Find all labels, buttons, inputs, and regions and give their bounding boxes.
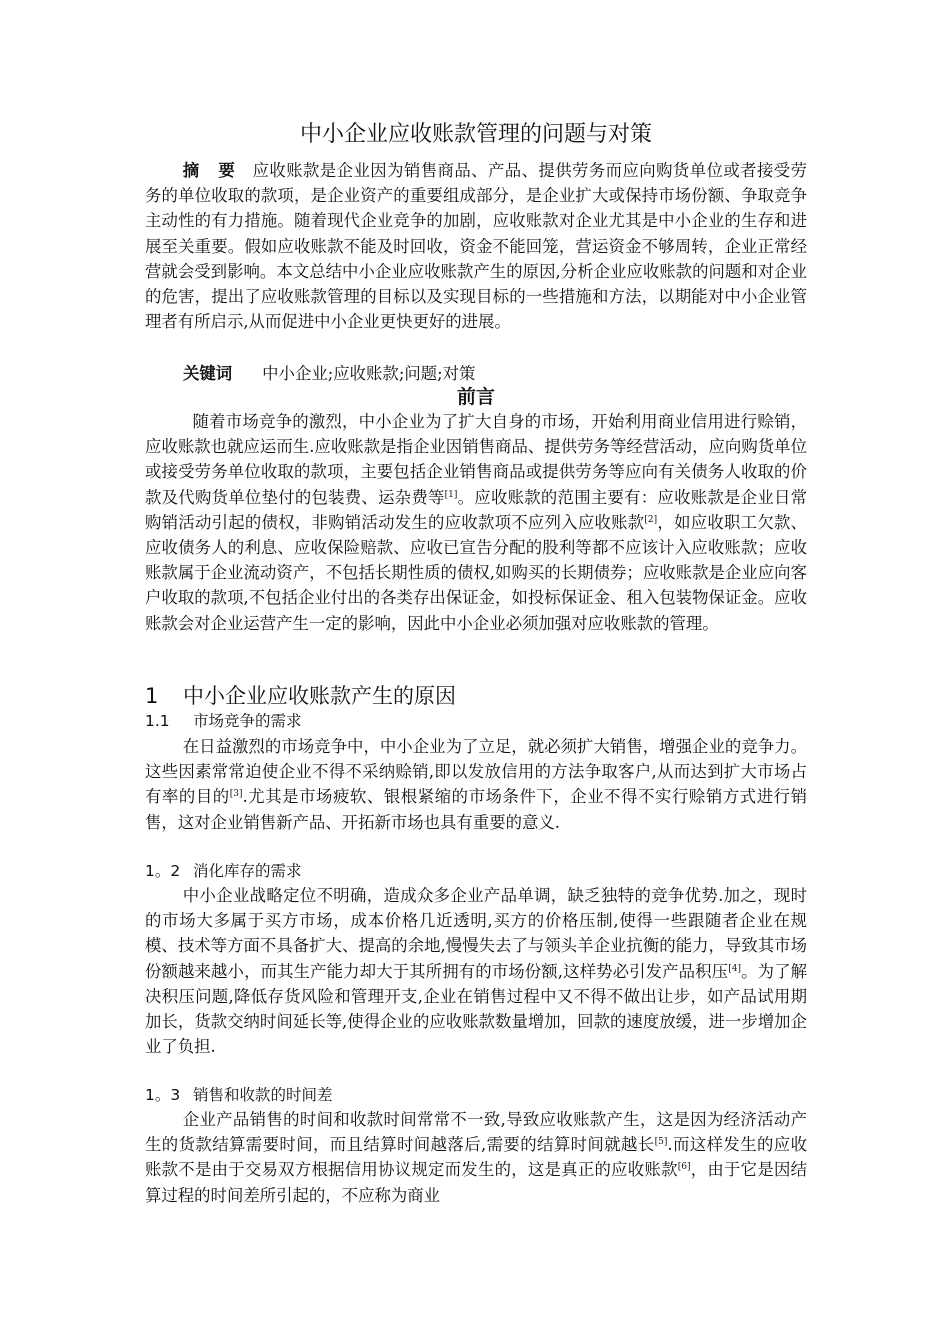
abstract-paragraph <box>145 158 807 334</box>
section-1-2-block <box>145 883 807 1059</box>
abstract-text: 应收账款是企业因为销售商品、产品、提供劳务而应向购货单位或者接受劳务的单位收取的款项，是企业资产的重要组成部分，是企业扩大或保持市场份额、争取竞争主动性的有力措施。随着现代企业竞争的加剧，应收账款对企业尤其是中小企业的生存和进展至关重要。假如应收账款不能及时回收，资金不能回笼，营运资金不够周转，企业正常经营就会受到影响。本文总结中小企业应收账款产生的原因,分析企业应收账款的问题和对企业的危害，提出了应收账款管理的目标以及实现目标的一些措施和方法，以期能对中小企业管理者有所启示,从而促进中小企业更快更好的进展。 <box>145 161 808 332</box>
keywords-row <box>183 362 475 386</box>
preface-text-3: ，如应收职工欠款、应收债务人的利息、应收保险赔款、应收已宣告分配的股利等都不应该计入应收账款；应收账款属于企业流动资产，不包括长期性质的债权,如购买的长期债券；应收账款是企业应向客户收取的款项,不包括企业付出的各类存出保证金，如投标保证金、租入包装物保证金。应收账款会对企业运营产生一定的影响，因此中小企业必须加强对应收账款的管理。 <box>145 512 807 633</box>
section-1-2-heading <box>145 860 302 882</box>
section-1-3-text-2: .而这样发生的应收账款不是由于交易双方根据信用协议规定而发生的，这是真正的应收账款 <box>145 1135 807 1180</box>
section-1-title: 中小企业应收账款产生的原因 <box>183 684 456 708</box>
section-1-1-number: 1.1 <box>145 712 170 730</box>
section-1-3-title: 销售和收款的时间差 <box>193 1086 333 1104</box>
section-1-2-title: 消化库存的需求 <box>193 862 302 880</box>
section-1-1-heading <box>145 710 302 732</box>
section-1-2-number: 1。2 <box>145 862 181 880</box>
preface-paragraph <box>145 409 807 636</box>
citation-1: [1] <box>444 489 458 500</box>
section-1-3-heading <box>145 1084 333 1106</box>
keywords-text: 中小企业;应收账款;问题;对策 <box>262 364 476 383</box>
section-1-1-text-2: .尤其是市场疲软、银根紧缩的市场条件下，企业不得不实行赊销方式进行销售，这对企业销售新产品、开拓新市场也具有重要的意义. <box>145 787 807 832</box>
section-1-number: 1 <box>145 684 159 708</box>
section-1-1-text-1: 在日益激烈的市场竞争中，中小企业为了立足，就必须扩大销售，增强企业的竞争力。这些因素常常迫使企业不得不采纳赊销,即以发放信用的方法争取客户,从而达到扩大市场占有率的目的 <box>145 737 807 807</box>
preface-heading: 前言 <box>456 386 495 408</box>
section-1-1-title: 市场竞争的需求 <box>193 712 302 730</box>
citation-2: [2] <box>644 514 658 525</box>
section-1-3-block <box>145 1107 807 1208</box>
section-1-3-paragraph <box>145 1107 807 1208</box>
preface-text-2: 。应收账款的范围主要有：应收账款是企业日常购销活动引起的债权，非购销活动发生的应收款项不应列入应收账款 <box>145 487 808 532</box>
section-1-1-paragraph <box>145 734 807 835</box>
section-1-1-block <box>145 734 807 835</box>
abstract-label: 摘 要 <box>182 161 237 180</box>
preface-block <box>145 409 807 636</box>
citation-4: [4] <box>728 963 741 974</box>
citation-5: [5] <box>654 1137 668 1148</box>
section-1-2-paragraph <box>145 883 807 1059</box>
preface-text-1: 随着市场竞争的激烈，中小企业为了扩大自身的市场，开始利用商业信用进行赊销，应收账款也就应运而生.应收账款是指企业因销售商品、提供劳务等经营活动，应向购货单位或接受劳务单位收取的款项，主要包括企业销售商品或提供劳务等应向有关债务人收取的价款及代购货单位垫付的包装费、运杂费等 <box>145 412 807 507</box>
keywords-label: 关键词 <box>183 364 233 383</box>
citation-6: [6] <box>677 1162 691 1173</box>
section-1-2-text-1: 中小企业战略定位不明确，造成众多企业产品单调，缺乏独特的竞争优势.加之，现时的市场大多属于买方市场，成本价格几近透明,买方的价格压制,使得一些跟随者企业在规模、技术等方面不具备扩大、提高的余地,慢慢失去了与领头羊企业抗衡的能力，导致其市场份额越来越小，而其生产能力却大于其所拥有的市场份额,这样势必引发产品积压 <box>145 886 807 981</box>
section-1-3-text-1: 企业产品销售的时间和收款时间常常不一致,导致应收账款产生，这是因为经济活动产生的货款结算需要时间，而且结算时间越落后,需要的结算时间就越长 <box>145 1110 807 1155</box>
abstract-block <box>145 158 807 334</box>
section-1-heading <box>145 682 456 710</box>
section-1-3-number: 1。3 <box>145 1086 181 1104</box>
section-1-3-text-3: ，由于它是因结算过程的时间差所引起的，不应称为商业 <box>145 1160 808 1205</box>
section-1-2-text-2: 。为了解决积压问题,降低存货风险和管理开支,企业在销售过程中又不得不做出让步，如产品试用期加长，货款交纳时间延长等,使得企业的应收账款数量增加，回款的速度放缓，进一步增加企业了负担. <box>145 961 807 1057</box>
document-title: 中小企业应收账款管理的问题与对策 <box>299 122 652 147</box>
citation-3: [3] <box>229 789 243 800</box>
